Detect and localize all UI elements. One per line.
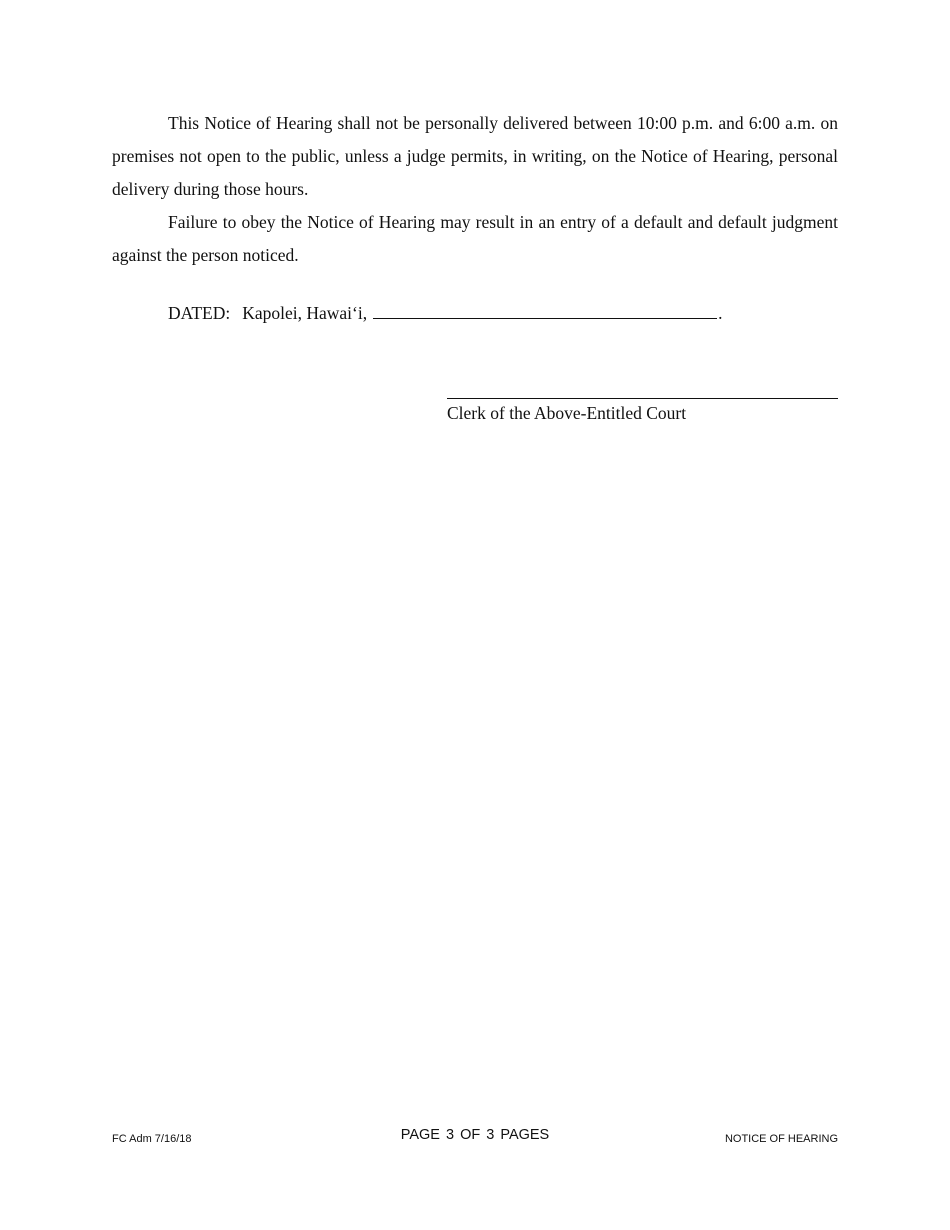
body-paragraph-delivery: This Notice of Hearing shall not be personally delivered between 10:00 p.m. and 6:00 a.m. on premises not open to the public, unless a judge permits, in writing, on the Notice of Hearing, personal delivery during those hours. [112,113,838,199]
dated-place: Kapolei, Hawai‘i, [242,303,368,323]
dated-line [168,297,722,330]
date-blank-field[interactable] [373,317,717,319]
dated-label: DATED: [168,303,231,323]
footer-page-indicator: PAGE 3 OF 3 PAGES [400,1127,550,1143]
signature-line[interactable] [447,398,838,399]
body-paragraph-failure: Failure to obey the Notice of Hearing may result in an entry of a default and default judgment against the person noticed. [112,212,838,265]
dated-end-punct: . [718,303,723,323]
footer-document-title: NOTICE OF HEARING [724,1133,838,1145]
signature-label: Clerk of the Above-Entitled Court [447,403,687,423]
footer-form-id: FC Adm 7/16/18 [112,1133,192,1145]
